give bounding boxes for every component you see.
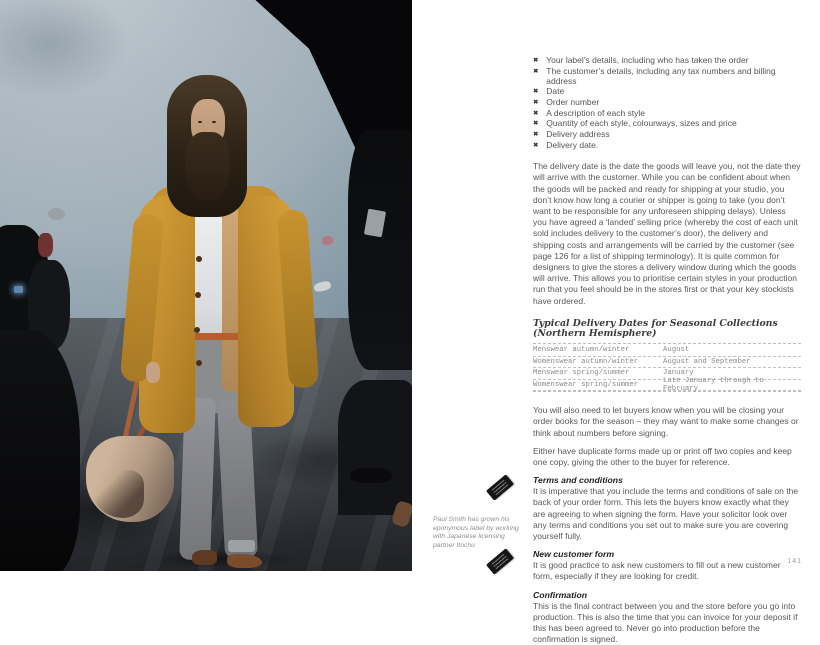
model-shoe [227, 554, 262, 568]
model-shoe [192, 550, 217, 565]
bullet-text: Delivery address [546, 129, 610, 140]
model-trouser-cuff [228, 540, 255, 552]
table-cell-season: Womenswear spring/summer [533, 380, 639, 389]
section-new-customer-form [533, 549, 801, 582]
table-cell-dates: August and September [663, 357, 751, 366]
audience-member [48, 208, 65, 220]
table-cell-dates: January [663, 369, 694, 378]
model-eye [212, 121, 216, 123]
duplicate-forms-paragraph: Either have duplicate forms made up or print off two copies and keep one copy, giving the other to the buyer for reference. [533, 445, 792, 468]
table-title [533, 319, 801, 339]
bullet-text: The customer’s details, including any tax numbers and billing address [546, 65, 776, 86]
list-item [533, 87, 801, 98]
table-row [533, 345, 801, 357]
black-tag-icon [486, 548, 514, 575]
bullet-text: Quantity of each style, colourways, sizes and price [546, 118, 737, 129]
delivery-dates-table [533, 343, 801, 393]
page-number: 141 [787, 558, 802, 565]
moon-crater [0, 0, 130, 98]
cardigan-button [194, 327, 200, 333]
audience-right [338, 380, 412, 515]
section-body: This is the final contract between you and the store before you go into production. This is also the time that you can invoice for your deposit if this has been agreed to. Never go into production before the confirmation is signed. [533, 600, 798, 645]
bullet-text: Date [546, 85, 565, 96]
section-body: It is imperative that you include the terms and conditions of sale on the back of your order form. This lets the buyers know exactly what they are agreeing to when signing the form. Have your solicitor look over any terms and conditions you set out to make sure you are covering yourself fully. [533, 486, 799, 542]
x-bullet-icon: ✖ [533, 120, 539, 128]
audience-member [38, 233, 53, 257]
cardigan-button [196, 360, 202, 366]
list-item [533, 67, 801, 87]
x-bullet-icon: ✖ [533, 142, 539, 150]
section-heading: Terms and conditions [533, 475, 623, 486]
black-tag-icon [486, 474, 514, 501]
table-title-line2: (Northern Hemisphere) [533, 328, 657, 339]
delivery-date-paragraph: The delivery date is the date the goods will leave you, not the date they will arrive with the customer. While you can be confident about when the goods will be packed and ready for shipping at your studio, you don’t know how long a courier or shipper is going to take (you don’t want to be responsible for any unforeseen shipping delays). Unless you have agreed a ‘landed’ selling price (whereby the cost of each unit sold includes delivery to the customer’s door), the delivery and shipping costs and arrangements will be carried by the customer (see page 126 for a list of shipping terminology). It is quite common for designers to give the stores a delivery window during which the goods will arrive. This allows you to prioritise certain styles in your production run that you feel should be in the stores first or that your key stockists have ordered. [533, 161, 801, 306]
bullet-text: Delivery date. [546, 140, 599, 151]
x-bullet-icon: ✖ [533, 57, 539, 64]
bullet-text: Order number [546, 96, 600, 107]
order-books-paragraph: You will also need to let buyers know when you will be closing your order books for the season – they may want to make some changes or think about numbers before signing. [533, 405, 799, 438]
model-beard [185, 132, 230, 200]
list-item [533, 98, 801, 109]
model-shadow [148, 550, 298, 568]
x-bullet-icon: ✖ [533, 131, 539, 139]
x-bullet-icon: ✖ [533, 109, 539, 117]
section-terms-and-conditions [533, 475, 801, 542]
bullet-text: Your label’s details, including who has taken the order [546, 55, 749, 65]
table-cell-dates: Late January through to February [663, 376, 764, 393]
text-column [533, 56, 801, 645]
section-confirmation [533, 590, 801, 645]
audience-member [322, 236, 333, 245]
audience-shoe [350, 468, 392, 483]
cardigan-button [195, 292, 201, 298]
table-cell-season: Menswear autumn/winter [533, 346, 630, 355]
table-row [533, 357, 801, 369]
photo-caption: Paul Smith has grown his eponymous label by working with Japanese licensing partner Itochu [433, 516, 519, 549]
section-body: It is good practice to ask new customers to fill out a new customer form, especially if they are looking for credit. [533, 560, 781, 582]
table-row [533, 376, 801, 393]
section-heading: New customer form [533, 549, 615, 560]
table-title-line1: Typical Delivery Dates for Seasonal Collections [533, 317, 778, 329]
runway-photo [0, 0, 412, 571]
audience-right [348, 130, 412, 370]
order-form-bullet-list [533, 56, 801, 152]
model-hand [146, 362, 160, 383]
table-cell-dates: August [663, 346, 690, 355]
table-cell-season: Womenswear autumn/winter [533, 357, 639, 366]
section-heading: Confirmation [533, 589, 588, 600]
list-item [533, 141, 801, 152]
x-bullet-icon: ✖ [533, 67, 539, 75]
bullet-text: A description of each style [546, 107, 646, 118]
table-cell-season: Menswear spring/summer [533, 369, 630, 378]
x-bullet-icon: ✖ [533, 87, 539, 95]
model-eye [198, 121, 202, 123]
phone-screen-glow [14, 286, 23, 293]
cardigan-button [196, 256, 202, 262]
x-bullet-icon: ✖ [533, 98, 539, 106]
